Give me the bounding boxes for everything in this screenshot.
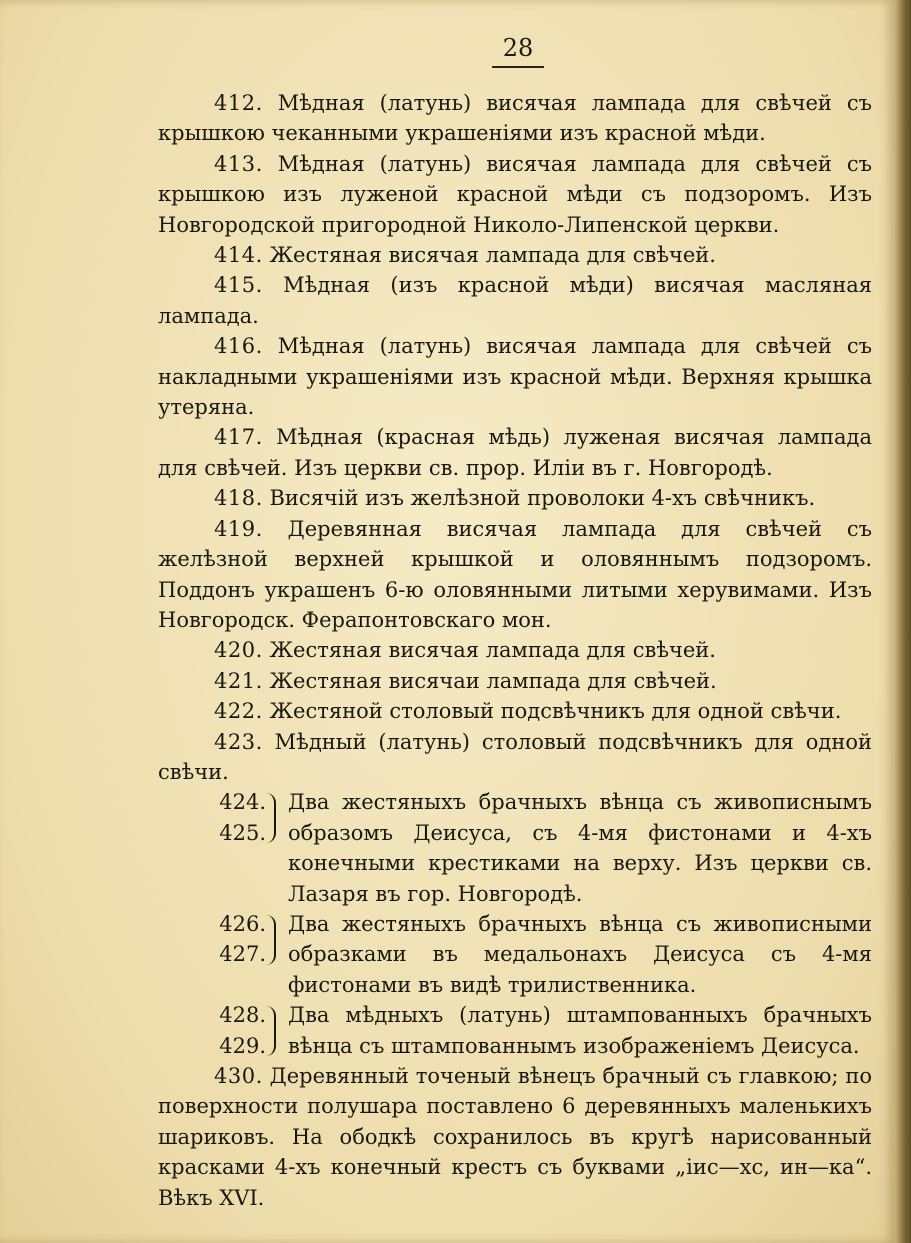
catalog-entry [158, 696, 872, 726]
entry-number: 413. [214, 151, 263, 176]
grouped-entry [158, 787, 872, 909]
entry-number: 428. [219, 1003, 266, 1028]
grouped-entry [158, 1000, 872, 1061]
entry-number: 430. [214, 1064, 263, 1088]
entry-text: Деревянный точеный вѣнецъ брачный съ главкою; по поверхности полушара поставлено 6 деревянныхъ маленькихъ шариковъ. На ободкѣ сохранилось въ кругѣ нарисованный красками 4-хъ конечный крестъ съ буквами „іис—хс, ин—ка“. Вѣкъ XVI. [158, 1064, 872, 1210]
entry-text: Жестяная висячая лампада для свѣчей. [269, 638, 716, 663]
entry-text: Два жестяныхъ брачныхъ вѣнца съ живописными образками въ медальонахъ Деисуса съ 4-мя фистонами въ видѣ трилиственника. [288, 911, 872, 997]
catalog-entry [158, 422, 872, 483]
grouped-entry [158, 909, 872, 1000]
catalog-entry [158, 1061, 872, 1213]
curly-brace [266, 915, 276, 965]
page-number: 28 [502, 34, 534, 62]
entry-text: Деревянная висячая лампада для свѣчей съ желѣзной верхней крышкой и оловяннымъ подзоромъ. Поддонъ украшенъ 6-ю оловянными литыми херувимами. Изъ Новгородск. Ферапонтовскаго мон. [158, 516, 872, 632]
entry-number: 417. [214, 425, 263, 450]
entry-text: Мѣдная (латунь) висячая лампада для свѣчей съ крышкою изъ луженой красной мѣди съ подзоромъ. Изъ Новгородской пригородной Николо-Липенской церкви. [158, 151, 872, 237]
entry-text: Мѣдная (латунь) висячая лампада для свѣчей съ крышкою чеканными украшеніями изъ красной мѣди. [158, 91, 872, 146]
entry-number: 416. [214, 334, 263, 359]
catalog-entry [158, 149, 872, 240]
entry-text: Жестяной столовый подсвѣчникъ для одной свѣчи. [269, 699, 842, 724]
grouped-entry-numbers [208, 787, 266, 848]
entry-number: 427. [219, 942, 266, 967]
entry-text: Два жестяныхъ брачныхъ вѣнца съ живописнымъ образомъ Деисуса, съ 4-мя фистонами и 4-хъ конечными крестиками на верху. Изъ церкви св. Лазаря въ гор. Новгородѣ. [288, 790, 872, 906]
entry-number: 422. [214, 699, 263, 724]
entry-number: 423. [214, 729, 263, 754]
entry-number: 419. [214, 516, 263, 541]
grouped-entry-numbers [208, 1000, 266, 1061]
entry-number: 418. [214, 486, 263, 511]
catalog-entry [158, 270, 872, 331]
entry-number: 429. [219, 1033, 266, 1058]
catalog-entry [158, 635, 872, 665]
entry-number: 424. [219, 790, 266, 815]
entry-number: 412. [214, 91, 263, 115]
catalog-entry [158, 331, 872, 422]
catalog-entry [158, 88, 872, 149]
entry-text: Мѣдный (латунь) столовый подсвѣчникъ для одной свѣчи. [158, 729, 872, 784]
entry-text: Жестяная висячаи лампада для свѣчей. [269, 668, 717, 693]
entry-text: Мѣдная (красная мѣдь) луженая висячая лампада для свѣчей. Изъ церкви св. прор. Иліи въ г. Новгородѣ. [158, 425, 872, 480]
entry-number: 414. [214, 243, 263, 268]
entry-text: Мѣдная (изъ красной мѣди) висячая масляная лампада. [158, 273, 872, 328]
catalog-entry [158, 666, 872, 696]
page-number-underline [492, 66, 544, 68]
entry-number: 425. [219, 820, 266, 845]
grouped-entry-numbers [208, 909, 266, 970]
catalog-entry [158, 514, 872, 636]
curly-brace [266, 1006, 276, 1056]
entry-number: 421. [214, 668, 263, 693]
entry-number: 415. [214, 273, 263, 298]
catalog-entry [158, 727, 872, 788]
catalog-entry [158, 483, 872, 513]
entry-text: Два мѣдныхъ (латунь) штампованныхъ брачныхъ вѣнца съ штампованнымъ изображеніемъ Деисуса. [288, 1003, 872, 1058]
entry-text: Висячій изъ желѣзной проволоки 4-хъ свѣчникъ. [269, 486, 816, 511]
entry-text: Жестяная висячая лампада для свѣчей. [269, 243, 716, 268]
entry-number: 426. [219, 911, 266, 936]
book-spine-edge [895, 0, 911, 1243]
entry-number: 420. [214, 638, 263, 663]
catalog-text [158, 88, 872, 1213]
catalog-entry [158, 240, 872, 270]
curly-brace [266, 793, 276, 843]
entry-text: Мѣдная (латунь) висячая лампада для свѣчей съ накладными украшеніями изъ красной мѣди. Верхняя крышка утеряна. [158, 334, 872, 420]
